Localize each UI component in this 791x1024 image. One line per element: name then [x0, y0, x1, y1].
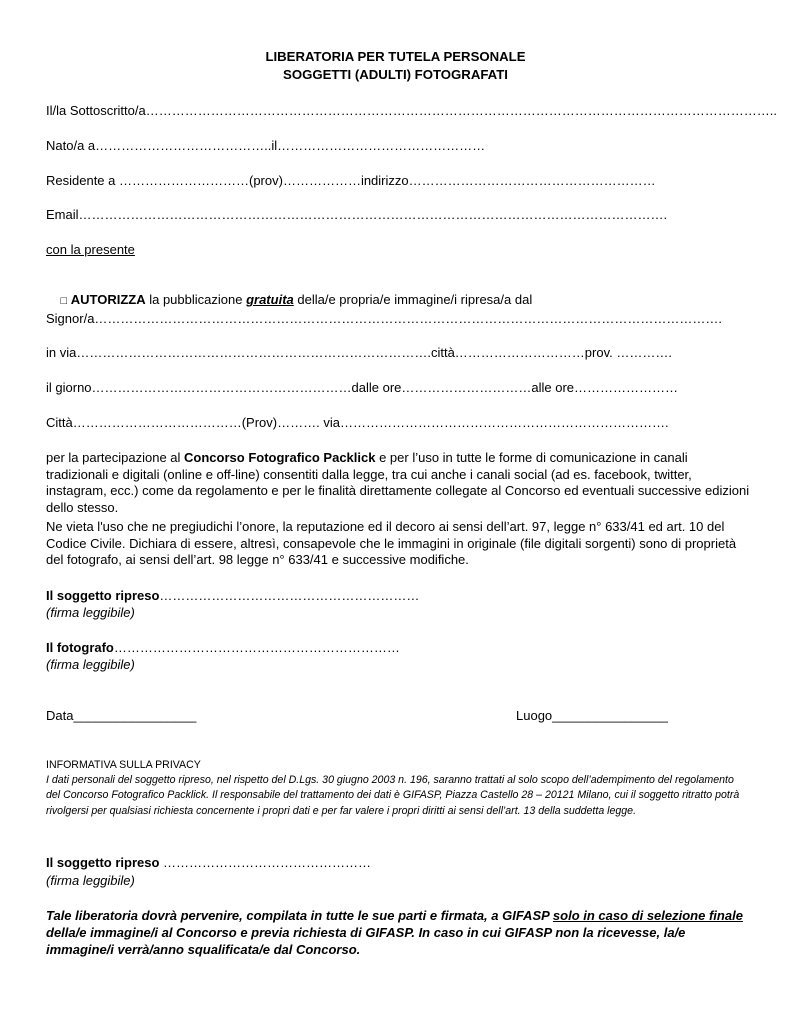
soggetto-label: Il soggetto ripreso: [46, 588, 160, 603]
firma-leggibile-1: (firma leggibile): [46, 605, 135, 620]
signature-soggetto-line[interactable]: [46, 588, 419, 604]
firma-leggibile-3: (firma leggibile): [46, 873, 135, 888]
via-field[interactable]: in via……………………………………………………………………….città…………………………prov. ………….: [46, 345, 672, 360]
citta-field[interactable]: Città…………………………………(Prov)………. via………………………………………………………………….: [46, 415, 669, 430]
signature-soggetto-2-line[interactable]: [46, 855, 371, 871]
final-note-pre: Tale liberatoria dovrà pervenire, compilata in tutte le sue parti e firmata, a GIFASP: [46, 908, 553, 923]
signature-fotografo-line[interactable]: [46, 640, 400, 656]
data-field[interactable]: Data_________________: [46, 708, 197, 723]
document-title-line1: LIBERATORIA PER TUTELA PERSONALE: [265, 49, 526, 64]
soggetto-signature-dots: ……………………………………………………: [159, 588, 420, 603]
privacy-text: I dati personali del soggetto ripreso, nel rispetto del D.Lgs. 30 giugno 2003 n. 196, saranno trattati al solo scopo dell’adempimento del regolamento del Concorso Fotografico Packlick. Il responsabile del trattamento dei dati è GIFASP, Piazza Castello 28 – 20121 Milano, cui il soggetto ritratto potrà rivolgersi per qualsiasi richiesta concernente i propri dati e per far valere i propri diritti ai sensi dell’art. 13 della suddetta legge.: [46, 774, 740, 817]
paragraph-partecipazione: [46, 450, 751, 516]
fotografo-signature-dots: …………………………………………………………: [113, 640, 400, 655]
checkbox[interactable]: □: [60, 295, 68, 307]
giorno-field[interactable]: il giorno……………………………………………………dalle ore…………………………alle ore……………………: [46, 380, 679, 395]
concorso-name: Concorso Fotografico Packlick: [184, 450, 376, 465]
para1-pre: per la partecipazione al: [46, 450, 185, 465]
signor-field[interactable]: Signor/a……………………………………………………………………………………………………………………………….: [46, 311, 723, 326]
residente-field[interactable]: Residente a …………………………(prov)………………indirizzo…………………………………………………: [46, 173, 656, 188]
final-note-post: della/e immagine/i al Concorso e previa richiesta di GIFASP. In caso in cui GIFASP non la ricevesse, la/e immagine/i verrà/anno squalificata/e dal Concorso.: [46, 925, 686, 957]
nato-field[interactable]: Nato/a a…………………………………..il…………………………………………: [46, 138, 486, 153]
fotografo-label: Il fotografo: [46, 640, 114, 655]
soggetto-2-label: Il soggetto ripreso: [46, 855, 160, 870]
autorizza-text-post: della/e propria/e immagine/i ripresa/a dal: [293, 292, 533, 307]
con-la-presente: con la presente: [46, 242, 135, 257]
final-note: [46, 907, 746, 958]
final-note-underlined: solo in caso di selezione finale: [552, 908, 743, 923]
email-field[interactable]: Email……………………………………………………………………………………………………………………….: [46, 207, 668, 222]
gratuita-text: gratuita: [246, 292, 294, 307]
privacy-heading: INFORMATIVA SULLA PRIVACY: [46, 759, 201, 771]
paragraph-divieto: Ne vieta l'uso che ne pregiudichi l’onore, la reputazione ed il decoro ai sensi dell’art. 97, legge n° 633/41 ed art. 10 del Codice Civile. Dichiara di essere, altresì, consapevole che le immagini in originale (file digitali sorgenti) sono di proprietà del fotografo, ai sensi dell’art. 98 legge n° 633/41 e successive modifiche.: [46, 519, 737, 567]
luogo-field[interactable]: Luogo________________: [516, 708, 668, 723]
para1-post: e per l’uso in tutte le forme di comunicazione in canali tradizionali e digitali (online e off-line) consentiti dalla legge, tra cui anche i canali social (ad es. facebook, twitter, instagram, ecc.) come da regolamento e per le finalità direttamente collegate al Concorso ed eventuali successive edizioni dello stesso.: [46, 450, 750, 515]
firma-leggibile-2: (firma leggibile): [46, 657, 135, 672]
autorizza-label: AUTORIZZA: [70, 292, 146, 307]
soggetto-2-signature-dots: …………………………………………: [159, 855, 372, 870]
autorizza-text-pre: la pubblicazione: [145, 292, 247, 307]
sottoscritto-field[interactable]: Il/la Sottoscritto/a………………………………………………………………………………………………………………………………..: [46, 103, 777, 118]
document-title-line2: SOGGETTI (ADULTI) FOTOGRAFATI: [283, 67, 508, 82]
